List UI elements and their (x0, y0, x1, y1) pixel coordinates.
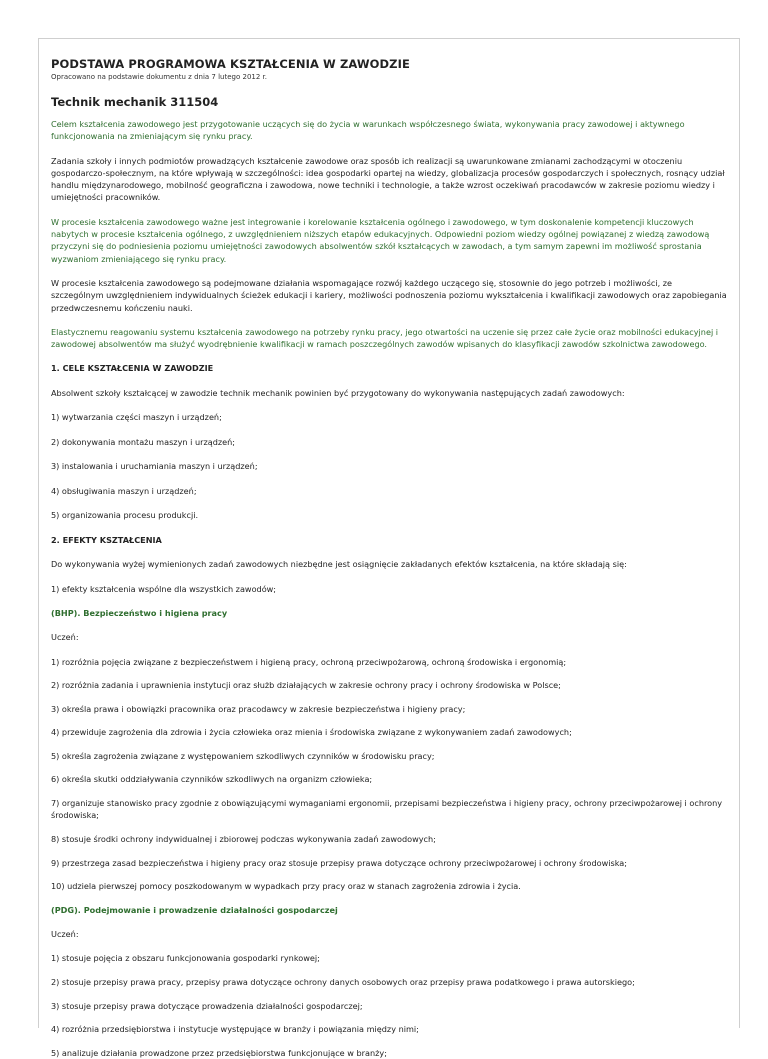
list-item: 5) analizuje działania prowadzone przez przedsiębiorstwa funkcjonujące w branży; (51, 1047, 387, 1058)
list-item: 4) obsługiwania maszyn i urządzeń; (51, 485, 197, 496)
list-item: 3) określa prawa i obowiązki pracownika oraz pracodawcy w zakresie bezpieczeństwa i higieny pracy; (51, 703, 466, 714)
pdg-student-label: Uczeń: (51, 929, 79, 940)
document-subtitle: Opracowano na podstawie dokumentu z dnia 7 lutego 2012 r. (51, 73, 267, 81)
document-title: PODSTAWA PROGRAMOWA KSZTAŁCENIA W ZAWODZIE (51, 57, 410, 71)
pdg-list (51, 952, 727, 1059)
bhp-list (51, 656, 727, 893)
bhp-student-label: Uczeń: (51, 632, 79, 643)
bhp-heading: (BHP). Bezpieczeństwo i higiena pracy (51, 607, 228, 618)
list-item: 2) rozróżnia zadania i uprawnienia instytucji oraz służb działających w zakresie ochrony pracy i ochrony środowiska w Polsce; (51, 680, 561, 691)
list-item: 7) organizuje stanowisko pracy zgodnie z obowiązującymi wymaganiami ergonomii, przepisami bezpieczeństwa i higieny pracy, ochrony przeciwpożarowej i ochrony środowiska; (51, 798, 723, 821)
list-item: 6) określa skutki oddziaływania czynników szkodliwych na organizm człowieka; (51, 774, 373, 785)
list-item: 3) instalowania i uruchamiania maszyn i urządzeń; (51, 461, 258, 472)
section-1-lead: Absolwent szkoły kształcącej w zawodzie technik mechanik powinien być przygotowany do wykonywania następujących zadań zawodowych: (51, 387, 625, 398)
list-item: 1) wytwarzania części maszyn i urządzeń; (51, 412, 222, 423)
list-item: 9) przestrzega zasad bezpieczeństwa i higieny pracy oraz stosuje przepisy prawa dotyczące ochrony przeciwpożarowej i ochrony środowiska; (51, 857, 628, 868)
list-item: 8) stosuje środki ochrony indywidualnej i zbiorowej podczas wykonywania zadań zawodowych; (51, 833, 436, 844)
list-item: 5) określa zagrożenia związane z występowaniem szkodliwych czynników w środowisku pracy; (51, 750, 435, 761)
list-item: 4) rozróżnia przedsiębiorstwa i instytucje występujące w branży i powiązania między nimi; (51, 1024, 419, 1035)
intro-paragraph-3: W procesie kształcenia zawodowego ważne jest integrowanie i korelowanie kształcenia ogólnego i zawodowego, w tym doskonalenie kompetencji kluczowych nabytych w procesie kształcenia ogólnego, z uwzględnieniem niższych etapów edukacyjnych. Odpowiedni poziom wiedzy ogólnej powiązanej z wiedzą zawodową przyczyni się do podniesienia poziomu umiejętności zawodowych absolwentów szkół kształcących w zawodach, a tym samym zapewni im możliwość sprostania wyzwaniom zmieniającego się rynku pracy. (51, 216, 710, 264)
pdg-heading: (PDG). Podejmowanie i prowadzenie działalności gospodarczej (51, 904, 338, 915)
list-item: 10) udziela pierwszej pomocy poszkodowanym w wypadkach przy pracy oraz w stanach zagrożenia zdrowia i życia. (51, 881, 521, 892)
list-item: 1) rozróżnia pojęcia związane z bezpieczeństwem i higieną pracy, ochroną przeciwpożarową, ochroną środowiska i ergonomią; (51, 656, 567, 667)
section-2-item-1: 1) efekty kształcenia wspólne dla wszystkich zawodów; (51, 583, 277, 594)
intro-paragraph-5: Elastycznemu reagowaniu systemu kształcenia zawodowego na potrzeby rynku pracy, jego otwartości na uczenie się przez całe życie oraz mobilności edukacyjnej i zawodowej absolwentów ma służyć wyodrębnienie kwalifikacji w ramach poszczególnych zawodów wpisanych do klasyfikacji zawodów szkolnictwa zawodowego. (51, 326, 719, 350)
section-1-heading: 1. CELE KSZTAŁCENIA W ZAWODZIE (51, 363, 214, 374)
list-item: 1) stosuje pojęcia z obszaru funkcjonowania gospodarki rynkowej; (51, 953, 320, 964)
list-item: 2) dokonywania montażu maszyn i urządzeń; (51, 436, 235, 447)
list-item: 4) przewiduje zagrożenia dla zdrowia i życia człowieka oraz mienia i środowiska związane z wykonywaniem zadań zawodowych; (51, 727, 572, 738)
intro-paragraph-4: W procesie kształcenia zawodowego są podejmowane działania wspomagające rozwój każdego uczącego się, stosownie do jego potrzeb i możliwości, ze szczególnym uwzględnieniem indywidualnych ścieżek edukacji i kariery, możliwości podnoszenia poziomu wykształcenia i kwalifikacji zawodowych oraz zapobiegania przedwczesnemu kończeniu nauki. (51, 277, 727, 313)
document-page (38, 38, 740, 1058)
section-1-list (51, 411, 727, 522)
section-2-heading: 2. EFEKTY KSZTAŁCENIA (51, 535, 162, 546)
intro-paragraph-2: Zadania szkoły i innych podmiotów prowadzących kształcenie zawodowe oraz sposób ich realizacji są uwarunkowane zmianami zachodzącymi w otoczeniu gospodarczo-społecznym, na które wpływają w szczególności: idea gospodarki opartej na wiedzy, globalizacja procesów gospodarczych i społecznych, rosnący udział handlu międzynarodowego, mobilność geograficzna i zawodowa, nowe techniki i technologie, a także wzrost oczekiwań pracodawców w zakresie poziomu wiedzy i umiejętności pracowników. (51, 155, 725, 203)
section-2-lead: Do wykonywania wyżej wymienionych zadań zawodowych niezbędne jest osiągnięcie zakładanych efektów kształcenia, na które składają się: (51, 559, 627, 570)
list-item: 5) organizowania procesu produkcji. (51, 510, 199, 521)
intro-paragraph-1: Celem kształcenia zawodowego jest przygotowanie uczących się do życia w warunkach współczesnego świata, wykonywania pracy zawodowej i aktywnego funkcjonowania na zmieniającym się rynku pracy. (51, 119, 685, 142)
profession-title: Technik mechanik 311504 (51, 95, 219, 109)
list-item: 3) stosuje przepisy prawa dotyczące prowadzenia działalności gospodarczej; (51, 1000, 363, 1011)
list-item: 2) stosuje przepisy prawa pracy, przepisy prawa dotyczące ochrony danych osobowych oraz przepisy prawa podatkowego i prawa autorskiego; (51, 976, 635, 987)
